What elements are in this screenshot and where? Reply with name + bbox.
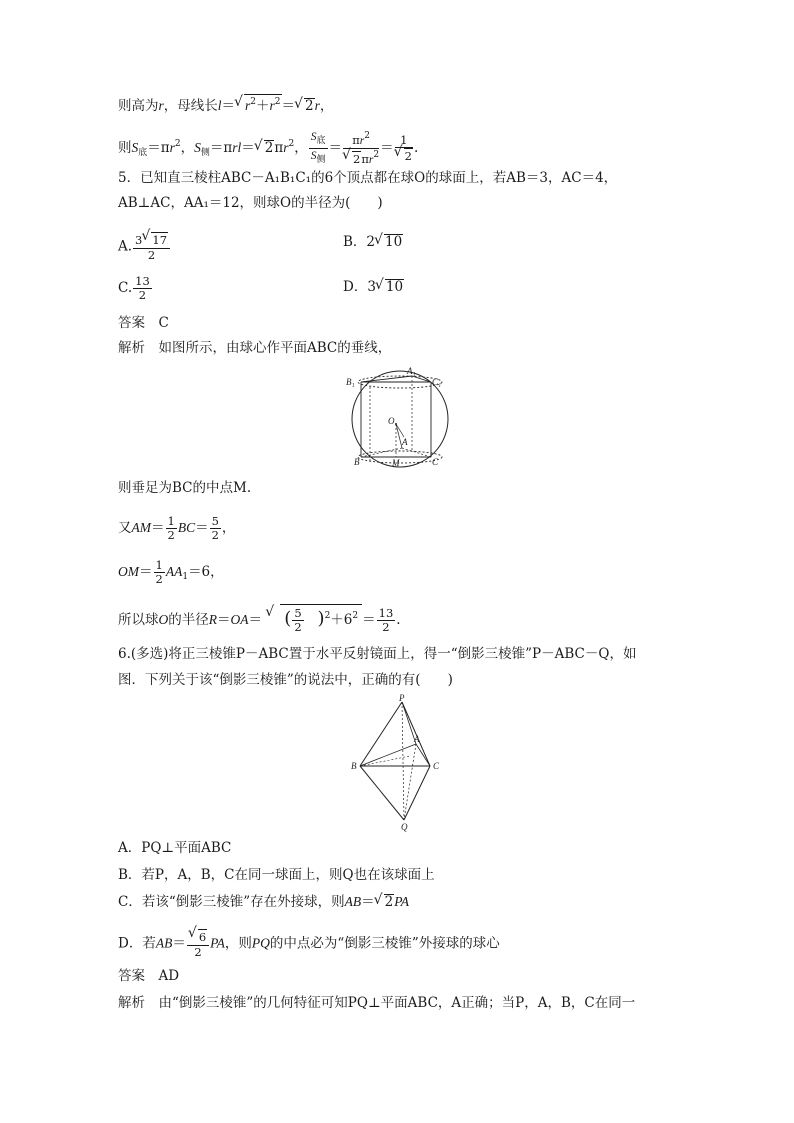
q6-answer: 答案 AD: [118, 968, 180, 984]
q5-figure-sphere-prism: [340, 362, 460, 474]
q5-analysis: 解析 如图所示，由球心作平面ABC的垂线，: [118, 340, 392, 356]
label-c: C: [433, 761, 440, 771]
q5-stem-line-2: AB⊥AC，AA₁＝12，则球O的半径为( ): [118, 195, 383, 211]
label-o: O: [388, 416, 395, 426]
q6-option-d: D．若AB＝ √ $\frac{6}{2}$ PA，则PQ的中点必为“倒影三棱锥”外接球的球心: [118, 929, 500, 959]
q6-stem-line-2: 图．下列关于该“倒影三棱锥”的说法中，正确的有( ): [118, 672, 453, 688]
label-a1: A₁: [407, 366, 416, 376]
q5-stem-line-1: 5．已知直三棱柱ABC－A₁B₁C₁的6个顶点都在球O的球面上，若AB＝3，AC＝4，: [118, 170, 618, 186]
q5-step-3: OM＝ $\frac{1}{2}$ $AA_1=6$，: [118, 558, 224, 586]
q5-step-2: 又AM＝ $\frac{1}{2}$ BC＝ $\frac{5}{2}$ ，: [118, 514, 236, 542]
q5-option-a: A. $\frac{3√ 17}{2}$: [118, 232, 171, 262]
label-a: A: [414, 734, 420, 744]
q5-answer: 答案 C: [118, 315, 169, 331]
label-p: P: [399, 694, 405, 703]
label-b1: B₁: [346, 377, 355, 387]
label-b: B: [354, 457, 360, 467]
q6-option-b: B．若P，A，B，C在同一球面上，则Q也在该球面上: [118, 867, 435, 883]
q6-analysis: 解析 由“倒影三棱锥”的几何特征可知PQ⊥平面ABC，A正确；当P，A，B，C在同一: [118, 995, 636, 1011]
label-m: M: [392, 458, 400, 468]
label-q: Q: [401, 822, 408, 832]
label-a: A: [402, 437, 408, 447]
q5-option-c: C. $\frac{13}{2}$: [118, 274, 150, 302]
q6-option-c: C．若该“倒影三棱锥”存在外接球，则AB＝√ 2PA: [118, 892, 409, 912]
q5-option-b: B．2√ 10: [343, 232, 403, 252]
q6-option-a: A．PQ⊥平面ABC: [118, 840, 232, 856]
intro-line-2: 则$S_底=\pi r^2$，$S_侧=\pi rl=√$ $2\pi r^2$， $\frac{S_底}{S_侧}$ ＝ $\pi r^2$ √ $2\pi r^2$ ＝ 1 √ 2 .: [118, 130, 418, 167]
q5-step-1: 则垂足为BC的中点M.: [118, 480, 252, 496]
label-c: C: [432, 457, 439, 467]
label-b: B: [351, 761, 357, 771]
label-c1: C₁: [432, 377, 442, 387]
q5-step-4: 所以球O的半径R＝OA＝ √ ( $\frac{5}{2}$ )$^2+6^2$ ＝ $\frac{13}{2}$ .: [118, 604, 401, 636]
q5-option-d: D．3√ 10: [343, 277, 404, 297]
intro-line-1: 则高为r，母线长l＝√ $r^2+r^2=√$ 2r，: [118, 94, 333, 116]
q6-figure-reflected-pyramid: [346, 694, 450, 832]
q6-stem-line-1: 6.(多选)将正三棱锥P－ABC置于水平反射镜面上，得一“倒影三棱锥”P－ABC－Q，如: [118, 646, 637, 662]
